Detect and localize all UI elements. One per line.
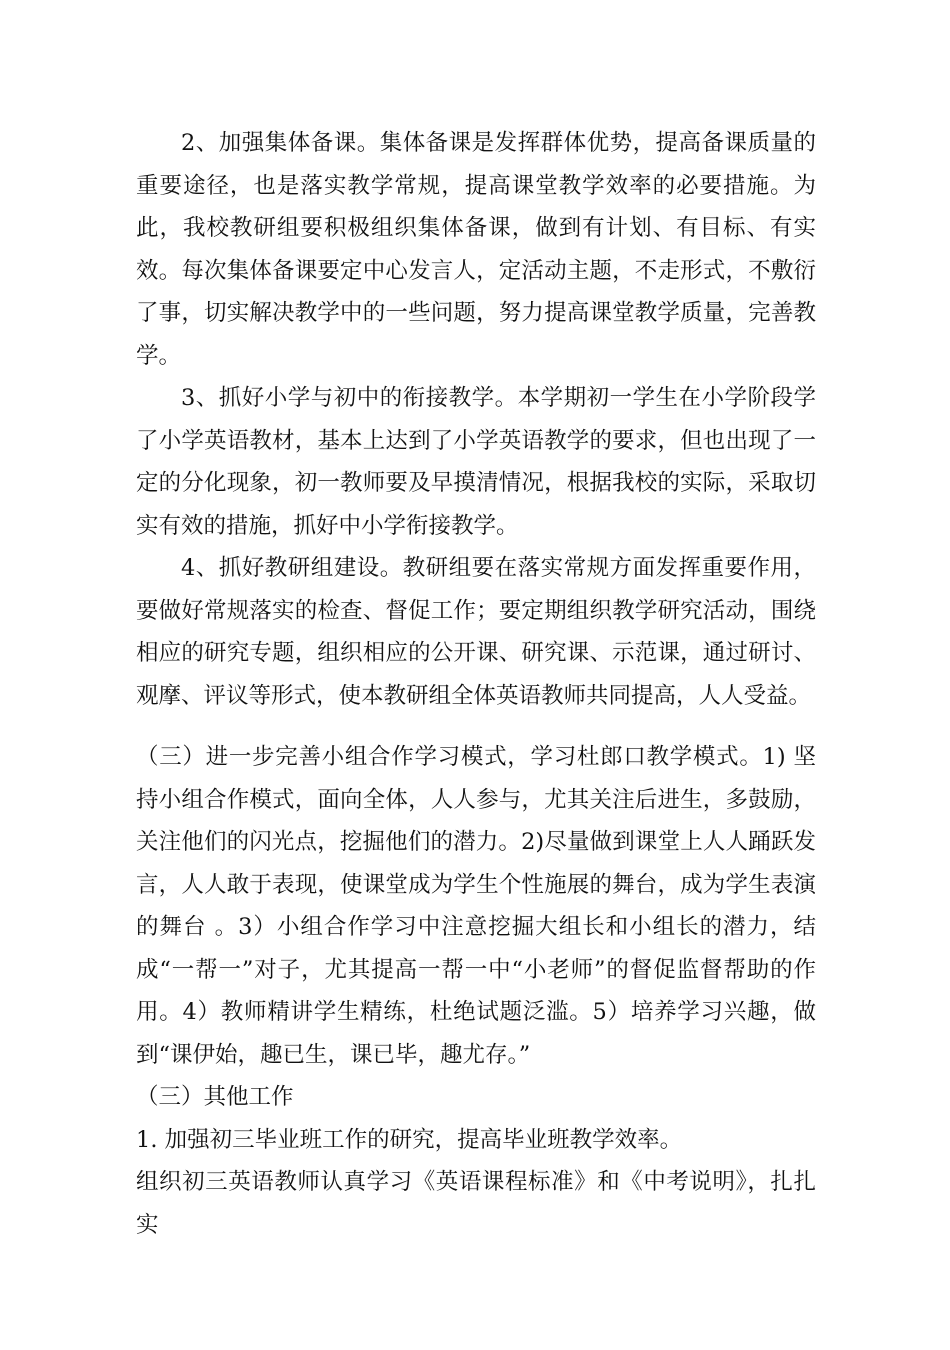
paragraph-group-cooperation: （三）进一步完善小组合作学习模式，学习杜郎口教学模式。1) 坚持小组合作模式，面向全体，人人参与，尤其关注后进生，多鼓励，关注他们的闪光点，挖掘他们的潜力。2)尽量做到课堂上人人踊跃发言，人人敢于表现，使课堂成为学生个性施展的舞台，成为学生表演的舞台 。3）小组合作学习中注意挖掘大组长和小组长的潜力，结成“一帮一”对子，尤其提高一帮一中“小老师”的督促监督帮助的作用。4）教师精讲学生精练，杜绝试题泛滥。5）培养学习兴趣，做到“课伊始，趣已生，课已毕，趣尤存。” <box>136 744 816 1068</box>
document-page <box>136 122 816 1246</box>
paragraph-curriculum-study: 组织初三英语教师认真学习《英语课程标准》和《中考说明》，扎扎实 <box>136 1169 816 1238</box>
paragraph-primary-junior-transition: 3、抓好小学与初中的衔接教学。本学期初一学生在小学阶段学了小学英语教材，基本上达到了小学英语教学的要求，但也出现了一定的分化现象，初一教师要及早摸清情况，根据我校的实际，采取切实有效的措施，抓好中小学衔接教学。 <box>136 385 816 539</box>
list-item-graduating-class: 1. 加强初三毕业班工作的研究，提高毕业班教学效率。 <box>136 1126 683 1153</box>
section-heading-other-work: （三）其他工作 <box>136 1084 294 1110</box>
paragraph-research-group: 4、抓好教研组建设。教研组要在落实常规方面发挥重要作用，要做好常规落实的检查、督促工作；要定期组织教学研究活动，围绕相应的研究专题，组织相应的公开课、研究课、示范课，通过研讨、观摩、评议等形式，使本教研组全体英语教师共同提高，人人受益。 <box>136 555 816 709</box>
paragraph-collective-lesson-prep: 2、加强集体备课。集体备课是发挥群体优势，提高备课质量的重要途径，也是落实教学常规，提高课堂教学效率的必要措施。为此，我校教研组要积极组织集体备课，做到有计划、有目标、有实效。每次集体备课要定中心发言人，定活动主题，不走形式，不敷衍了事，切实解决教学中的一些问题，努力提高课堂教学质量，完善教学。 <box>136 130 816 369</box>
